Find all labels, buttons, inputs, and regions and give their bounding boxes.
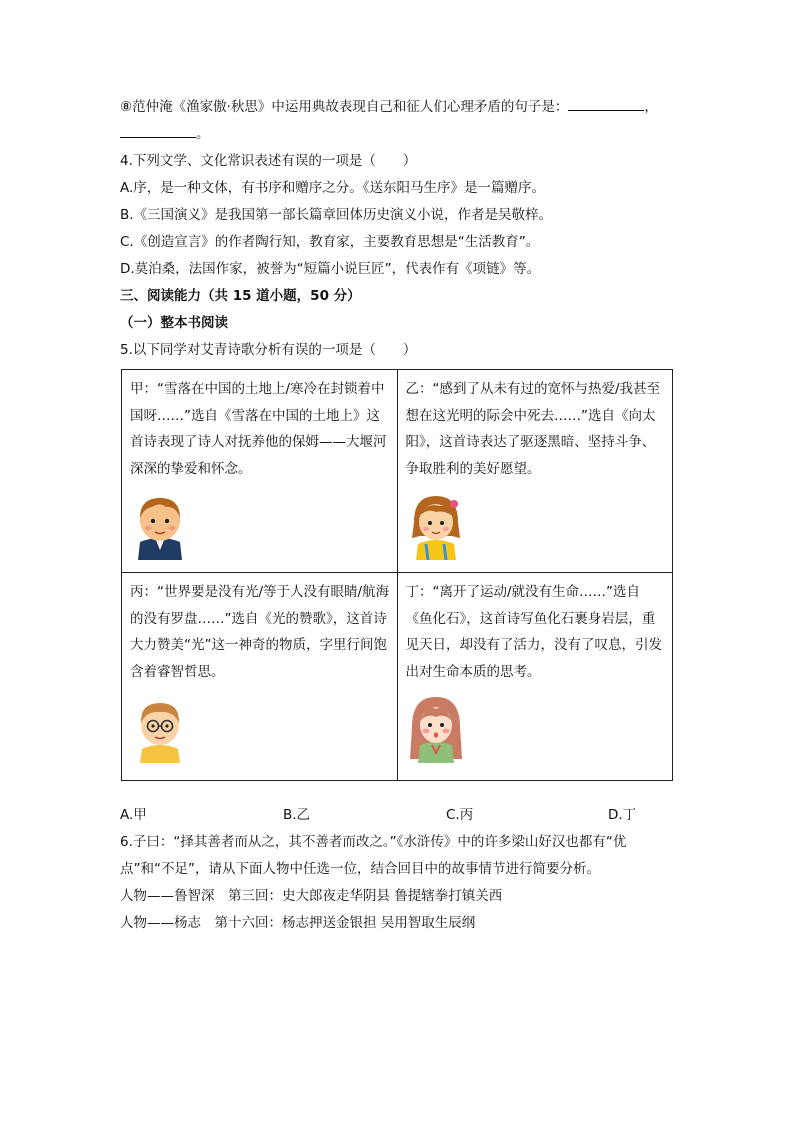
longhair-girl-avatar-icon [406, 693, 466, 763]
boy-avatar-icon [130, 490, 190, 560]
q6-person1: 人物——鲁智深 第三回：史大郎夜走华阴县 鲁提辖拳打镇关西 [120, 888, 503, 904]
section3-title: 三、阅读能力（共 15 道小题，50 分） [120, 288, 361, 304]
cell-ding-text: 丁：“离开了运动/就没有生命……”选自《鱼化石》，这首诗写鱼化石裹身岩层，重见天日，却没有了活力，没有了叹息，引发出对生命本质的思考。 [405, 584, 662, 680]
cell-bing-text: 丙：“世界要是没有光/等于人没有眼睛/航海的没有罗盘……”选自《光的赞歌》，这首诗大力赞美“光”这一神奇的物质，字里行间饱含着睿智哲思。 [130, 584, 390, 680]
girl-avatar-icon [406, 490, 466, 560]
q4-option-c: C.《创造宣言》的作者陶行知，教育家，主要教育思想是“生活教育”。 [120, 234, 540, 250]
glasses-boy-avatar-icon [130, 693, 190, 763]
section3-subtitle: （一）整本书阅读 [120, 315, 228, 331]
q4-stem: 4.下列文学、文化常识表述有误的一项是（ ） [120, 153, 417, 169]
q5-option-a: A.甲 [120, 807, 147, 823]
q3-item8-line2 [120, 125, 210, 143]
q5-option-d: D.丁 [608, 807, 637, 823]
q6-line2: 点”和“不足”，请从下面人物中任选一位，结合回目中的故事情节进行简要分析。 [120, 861, 600, 877]
cell-jia-text: 甲：“雪落在中国的土地上/寒冷在封锁着中国呀……”选自《雪落在中国的土地上》这首诗表现了诗人对抚养他的保姆——大堰河深深的挚爱和怀念。 [130, 381, 387, 477]
q6-line1: 6.子曰：“择其善者而从之，其不善者而改之。”《水浒传》中的许多梁山好汉也都有“优 [120, 834, 627, 850]
cell-jia [122, 370, 398, 573]
q3-item8-end: 。 [196, 126, 210, 142]
q4-option-b: B.《三国演义》是我国第一部长篇章回体历史演义小说，作者是吴敬梓。 [120, 207, 553, 223]
cell-ding [397, 573, 673, 781]
answer-blank-2[interactable] [120, 125, 196, 138]
q6-person2: 人物——杨志 第十六回：杨志押送金银担 吴用智取生辰纲 [120, 915, 476, 931]
cell-bing [122, 573, 398, 781]
q5-option-c: C.丙 [446, 807, 474, 823]
q4-option-d: D.莫泊桑，法国作家，被誉为“短篇小说巨匠”，代表作有《项链》等。 [120, 261, 541, 277]
q4-option-a: A.序，是一种文体，有书序和赠序之分。《送东阳马生序》是一篇赠序。 [120, 180, 546, 196]
cell-yi [397, 370, 673, 573]
q3-item8-line [120, 98, 658, 116]
q5-stem: 5.以下同学对艾青诗歌分析有误的一项是（ ） [120, 342, 417, 358]
q3-item8-text: ⑧范仲淹《渔家傲·秋思》中运用典故表现自己和征人们心理矛盾的句子是： [120, 99, 569, 115]
q3-item8-comma: ， [644, 99, 658, 115]
q5-option-b: B.乙 [283, 807, 311, 823]
answer-blank-1[interactable] [568, 98, 644, 111]
cell-yi-text: 乙：“感到了从未有过的宽怀与热爱/我甚至想在这光明的际会中死去……”选自《向太阳》，这首诗表达了驱逐黑暗、坚持斗争、争取胜利的美好愿望。 [405, 381, 661, 477]
q5-table [121, 369, 673, 781]
